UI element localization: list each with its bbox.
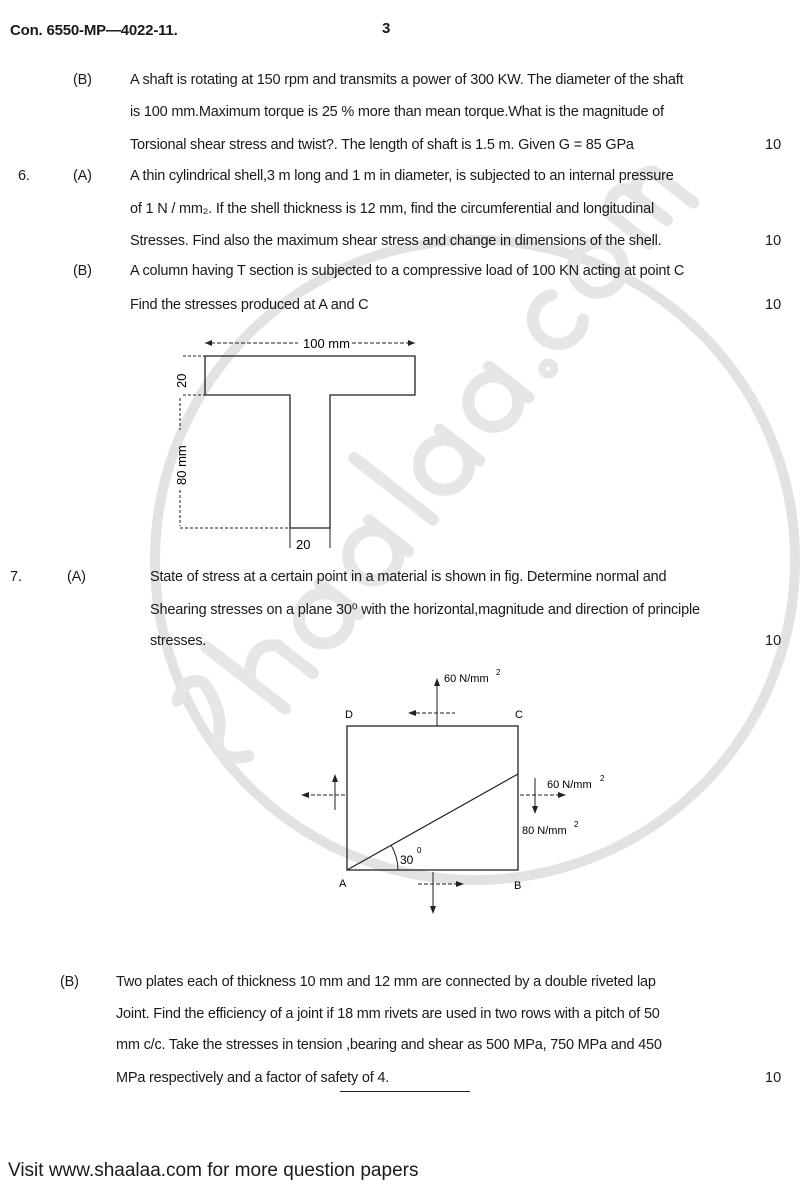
exponent: 2 (600, 774, 605, 783)
question-number: 6. (18, 168, 30, 184)
question-line: stresses. (150, 633, 207, 649)
marks: 10 (765, 1070, 782, 1086)
marks: 10 (765, 137, 782, 153)
question-line: Torsional shear stress and twist?. The length of shaft is 1.5 m. Given G = 85 GPa (130, 137, 634, 153)
question-line: A column having T section is subjected to a compressive load of 100 KN acting at point C (130, 263, 685, 279)
question-line: A shaft is rotating at 150 rpm and transmits a power of 300 KW. The diameter of the shaft (130, 72, 684, 88)
vertical-stress-label: 60 N/mm (444, 673, 489, 685)
question-line: mm c/c. Take the stresses in tension ,bearing and shear as 500 MPa, 750 MPa and 450 (116, 1037, 662, 1053)
question-line: MPa respectively and a factor of safety of 4. (116, 1070, 390, 1086)
part-label: (B) (73, 72, 92, 88)
question-line: Stresses. Find also the maximum shear stress and change in dimensions of the shell. (130, 233, 662, 249)
width-label: 100 mm (303, 336, 350, 351)
exponent: 2 (574, 820, 579, 829)
corner-a-label: A (339, 878, 347, 890)
corner-c-label: C (515, 709, 523, 721)
angle-degree: 0 (417, 846, 422, 855)
marks: 10 (765, 297, 782, 313)
web-label: 20 (296, 537, 311, 552)
part-label: (A) (67, 569, 86, 585)
footer-link[interactable]: Visit www.shaalaa.com for more question papers (8, 1160, 419, 1181)
question-line: Find the stresses produced at A and C (130, 297, 369, 313)
question-line: Joint. Find the efficiency of a joint if 18 mm rivets are used in two rows with a pitch of 50 (116, 1006, 660, 1022)
marks: 10 (765, 233, 782, 249)
question-line: A thin cylindrical shell,3 m long and 1 m in diameter, is subjected to an internal pressure (130, 168, 674, 184)
marks: 10 (765, 633, 782, 649)
question-line: is 100 mm.Maximum torque is 25 % more than mean torque.What is the magnitude of (130, 104, 664, 120)
height-label: 80 mm (174, 445, 189, 485)
page-number: 3 (382, 20, 391, 37)
question-number: 7. (10, 569, 22, 585)
angle-label: 30 (400, 853, 414, 867)
question-line: State of stress at a certain point in a material is shown in fig. Determine normal and (150, 569, 667, 585)
part-label: (A) (73, 168, 92, 184)
part-label: (B) (60, 974, 79, 990)
corner-d-label: D (345, 709, 353, 721)
end-rule (340, 1091, 470, 1092)
shear-stress-label: 80 N/mm (522, 825, 567, 837)
paper-code: Con. 6550-MP—4022-11. (10, 22, 178, 39)
question-line: Two plates each of thickness 10 mm and 12 mm are connected by a double riveted lap (116, 974, 656, 990)
question-line: of 1 N / mm₂. If the shell thickness is 12 mm, find the circumferential and longitudinal (130, 201, 654, 217)
part-label: (B) (73, 263, 92, 279)
corner-b-label: B (514, 880, 522, 892)
flange-label: 20 (174, 373, 189, 388)
horizontal-stress-label: 60 N/mm (547, 779, 592, 791)
exponent: 2 (496, 668, 501, 677)
question-line: Shearing stresses on a plane 30⁰ with the horizontal,magnitude and direction of principle (150, 602, 700, 618)
